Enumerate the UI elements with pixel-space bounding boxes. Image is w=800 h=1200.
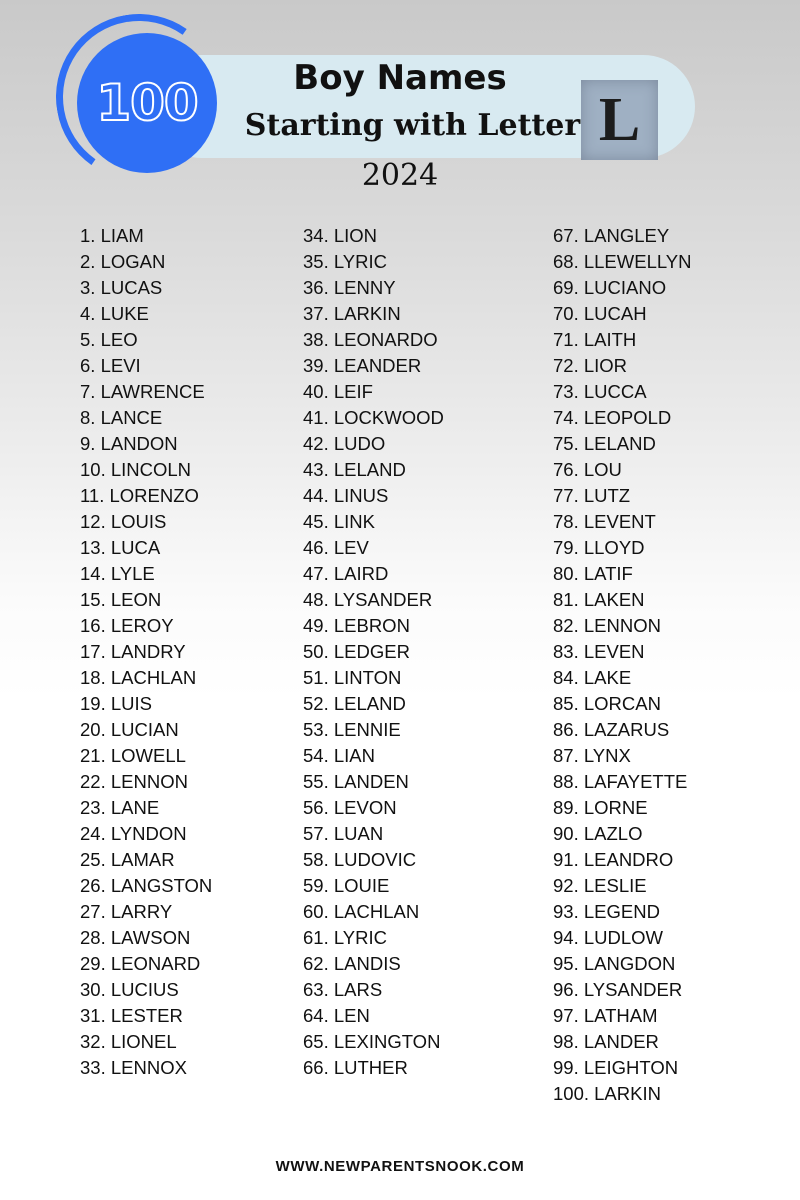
name-list-item: 10. LINCOLN [80,459,192,480]
name-list-item: 99. LEIGHTON [553,1057,679,1078]
name-list-item: 86. LAZARUS [553,719,670,740]
name-list-item: 58. LUDOVIC [303,849,417,870]
name-list-item: 42. LUDO [303,433,386,454]
name-list-item: 76. LOU [553,459,622,480]
count-badge-number: 100 [96,74,198,132]
name-list-item: 16. LEROY [80,615,174,636]
name-list-item: 62. LANDIS [303,953,401,974]
name-list-item: 34. LION [303,225,378,246]
name-list-item: 84. LAKE [553,667,632,688]
name-list-item: 39. LEANDER [303,355,422,376]
header-banner [0,0,800,210]
name-list-item: 75. LELAND [553,433,656,454]
name-list-item: 92. LESLIE [553,875,647,896]
name-list-item: 25. LAMAR [80,849,175,870]
name-list-item: 19. LUIS [80,693,152,714]
name-list-item: 81. LAKEN [553,589,645,610]
page-subtitle: Starting with Letter [244,108,581,143]
name-list-item: 47. LAIRD [303,563,389,584]
name-list-item: 73. LUCCA [553,381,647,402]
name-list-item: 45. LINK [303,511,375,532]
name-list-item: 46. LEV [303,537,369,558]
name-list-item: 38. LEONARDO [303,329,438,350]
name-list-item: 89. LORNE [553,797,648,818]
name-list-item: 23. LANE [80,797,160,818]
name-list-item: 57. LUAN [303,823,384,844]
name-list-item: 31. LESTER [80,1005,183,1026]
name-list-item: 14. LYLE [80,563,155,584]
name-list-item: 52. LELAND [303,693,406,714]
names-column-2 [303,225,444,1083]
name-list-item: 94. LUDLOW [553,927,664,948]
name-list-item: 2. LOGAN [80,251,166,272]
name-list-item: 87. LYNX [553,745,631,766]
name-list-item: 24. LYNDON [80,823,187,844]
name-list-item: 74. LEOPOLD [553,407,672,428]
name-list-item: 83. LEVEN [553,641,645,662]
page-title: Boy Names [293,58,507,98]
name-list-item: 55. LANDEN [303,771,409,792]
name-list-item: 17. LANDRY [80,641,186,662]
name-list-item: 51. LINTON [303,667,402,688]
name-list-item: 71. LAITH [553,329,637,350]
website-url: WWW.NEWPARENTSNOOK.COM [275,1158,525,1175]
name-list-item: 68. LLEWELLYN [553,251,692,272]
name-list-item: 33. LENNOX [80,1057,187,1078]
name-list-item: 5. LEO [80,329,138,350]
name-list-item: 96. LYSANDER [553,979,683,1000]
name-list-item: 13. LUCA [80,537,161,558]
name-list-item: 78. LEVENT [553,511,656,532]
name-list-item: 98. LANDER [553,1031,659,1052]
name-list-item: 21. LOWELL [80,745,186,766]
letter-tile [581,80,658,160]
name-list-item: 95. LANGDON [553,953,676,974]
name-list-item: 22. LENNON [80,771,188,792]
count-badge [77,33,217,173]
name-list-item: 54. LIAN [303,745,375,766]
name-list-item: 26. LANGSTON [80,875,213,896]
name-list-item: 18. LACHLAN [80,667,197,688]
name-list-item: 35. LYRIC [303,251,387,272]
name-list-item: 3. LUCAS [80,277,163,298]
name-list-item: 91. LEANDRO [553,849,674,870]
name-list-item: 27. LARRY [80,901,173,922]
name-list-item: 32. LIONEL [80,1031,177,1052]
name-list-item: 79. LLOYD [553,537,645,558]
name-list-item: 64. LEN [303,1005,370,1026]
name-list-item: 70. LUCAH [553,303,647,324]
name-list-item: 67. LANGLEY [553,225,670,246]
name-list-item: 36. LENNY [303,277,396,298]
name-list-item: 97. LATHAM [553,1005,658,1026]
name-list-item: 65. LEXINGTON [303,1031,441,1052]
name-list-item: 4. LUKE [80,303,149,324]
name-list-item: 12. LOUIS [80,511,167,532]
name-list-item: 80. LATIF [553,563,633,584]
name-list-item: 56. LEVON [303,797,397,818]
name-list-item: 44. LINUS [303,485,389,506]
name-list-item: 11. LORENZO [80,485,199,506]
name-list-item: 69. LUCIANO [553,277,667,298]
name-list-item: 60. LACHLAN [303,901,420,922]
name-list-item: 6. LEVI [80,355,141,376]
name-list-item: 90. LAZLO [553,823,643,844]
name-list-item: 100. LARKIN [553,1083,661,1104]
name-list-item: 28. LAWSON [80,927,191,948]
year-label: 2024 [361,158,439,193]
name-list-item: 77. LUTZ [553,485,631,506]
name-list-item: 53. LENNIE [303,719,401,740]
name-list-item: 88. LAFAYETTE [553,771,688,792]
name-list-item: 37. LARKIN [303,303,401,324]
name-list-item: 41. LOCKWOOD [303,407,444,428]
name-list-item: 43. LELAND [303,459,406,480]
name-list-item: 9. LANDON [80,433,178,454]
name-list-item: 7. LAWRENCE [80,381,205,402]
name-list-item: 40. LEIF [303,381,373,402]
name-list-item: 72. LIOR [553,355,628,376]
name-list-item: 82. LENNON [553,615,661,636]
name-list-item: 61. LYRIC [303,927,387,948]
name-list-item: 20. LUCIAN [80,719,179,740]
name-list-item: 93. LEGEND [553,901,660,922]
name-list-item: 66. LUTHER [303,1057,408,1078]
name-list-item: 59. LOUIE [303,875,390,896]
name-list-item: 48. LYSANDER [303,589,433,610]
name-list-item: 49. LEBRON [303,615,410,636]
name-list-item: 1. LIAM [80,225,144,246]
name-list-item: 85. LORCAN [553,693,661,714]
name-list-item: 8. LANCE [80,407,163,428]
name-list-item: 30. LUCIUS [80,979,179,1000]
names-column-1 [80,225,212,1083]
name-list-item: 50. LEDGER [303,641,410,662]
name-list-item: 29. LEONARD [80,953,201,974]
name-list-item: 63. LARS [303,979,383,1000]
names-column-3 [553,225,691,1109]
name-list-item: 15. LEON [80,589,162,610]
letter-tile-glyph: L [598,86,641,154]
